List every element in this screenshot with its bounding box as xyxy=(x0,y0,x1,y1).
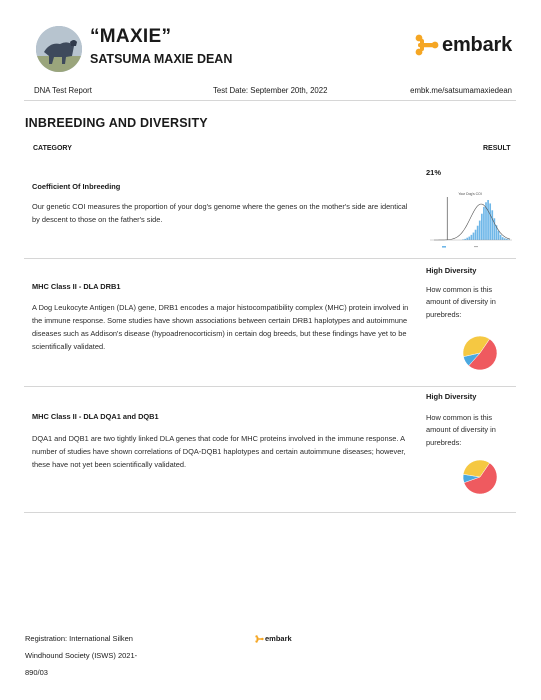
dqa1-dqb1-pie-chart xyxy=(436,454,506,500)
drb1-title: MHC Class II - DLA DRB1 xyxy=(32,282,121,291)
dqa1-dqb1-question: How common is this amount of diversity in purebreds: xyxy=(426,413,496,447)
coi-title: Coefficient Of Inbreeding xyxy=(32,182,121,191)
report-header xyxy=(36,26,516,74)
coi-bar xyxy=(479,221,481,240)
dog-photo-icon xyxy=(36,26,82,72)
coi-bar xyxy=(491,210,493,240)
coi-bar xyxy=(489,203,491,240)
dqa1-dqb1-description: DQA1 and DQB1 are two tightly linked DLA genes that code for MHC proteins involved in the immune response. A number of studies have shown correlations of DQA-DQB1 haplotypes and certain autoimmune diseases; however, these have not yet been scientifically validated. xyxy=(32,434,406,470)
coi-bar xyxy=(502,237,504,240)
drb1-row xyxy=(24,258,516,386)
registration-line: Windhound Society (ISWS) 2021- xyxy=(25,651,138,660)
coi-bar xyxy=(498,231,500,240)
divider xyxy=(24,100,516,101)
embark-logo xyxy=(415,32,512,58)
footer-embark-logo xyxy=(255,634,292,643)
coi-result: 21% xyxy=(426,168,442,177)
dog-call-name: “MAXIE” xyxy=(90,26,172,47)
coi-bar xyxy=(483,207,485,240)
registration-info xyxy=(25,630,165,681)
divider xyxy=(24,512,516,513)
registration-line: Registration: International Silken xyxy=(25,634,133,643)
report-meta xyxy=(34,86,512,100)
dog-avatar xyxy=(36,26,82,72)
coi-bar xyxy=(473,233,475,240)
coi-bar xyxy=(481,214,483,240)
drb1-question: How common is this amount of diversity in purebreds: xyxy=(426,285,496,319)
drb1-description: A Dog Leukocyte Antigen (DLA) gene, DRB1 encodes a major histocompatibility complex (MHC) protein involved in the immune response. Some studies have shown associations between certain DRB1 haplotypes and autoimmune diseases such as Addison's disease (hypoadrenocorticism) in certain dog breeds, but these findings have yet to be scientifically validated. xyxy=(32,303,409,352)
coi-legend-bar-swatch xyxy=(442,246,446,248)
coi-bar xyxy=(500,235,502,240)
profile-url[interactable]: embk.me/satsumamaxiedean xyxy=(410,86,512,95)
coi-bar xyxy=(487,200,489,240)
embark-logo-icon xyxy=(255,635,264,643)
dqa1-dqb1-result: High Diversity xyxy=(426,392,477,401)
registration-line: 890/03 xyxy=(25,668,48,677)
result-column-header: RESULT xyxy=(483,145,511,152)
coi-chart-title: Your Dog's COI xyxy=(458,192,482,196)
drb1-result: High Diversity xyxy=(426,266,477,275)
dqa1-dqb1-title: MHC Class II - DLA DQA1 and DQB1 xyxy=(32,412,159,421)
coi-bar xyxy=(475,230,477,240)
drb1-pie-chart xyxy=(436,330,506,376)
coi-histogram-chart xyxy=(424,190,516,254)
coi-bar xyxy=(471,235,473,240)
coi-description: Our genetic COI measures the proportion of your dog's genome where the genes on the mother's side are identical by descent to those on the father's side. xyxy=(32,202,408,225)
section-title: INBREEDING AND DIVERSITY xyxy=(25,116,208,130)
test-date: Test Date: September 20th, 2022 xyxy=(213,86,328,95)
coi-bar xyxy=(477,226,479,240)
footer-logo-text: embark xyxy=(265,634,292,643)
coi-row xyxy=(24,160,516,258)
embark-logo-icon xyxy=(415,34,439,56)
dqa1-dqb1-row xyxy=(24,386,516,512)
report-type: DNA Test Report xyxy=(34,86,92,95)
coi-bar xyxy=(466,238,468,240)
dog-registered-name: SATSUMA MAXIE DEAN xyxy=(90,52,233,66)
coi-bar xyxy=(504,238,506,240)
embark-logo-text: embark xyxy=(442,33,512,56)
category-column-header: CATEGORY xyxy=(33,145,72,152)
coi-bar xyxy=(468,237,470,240)
